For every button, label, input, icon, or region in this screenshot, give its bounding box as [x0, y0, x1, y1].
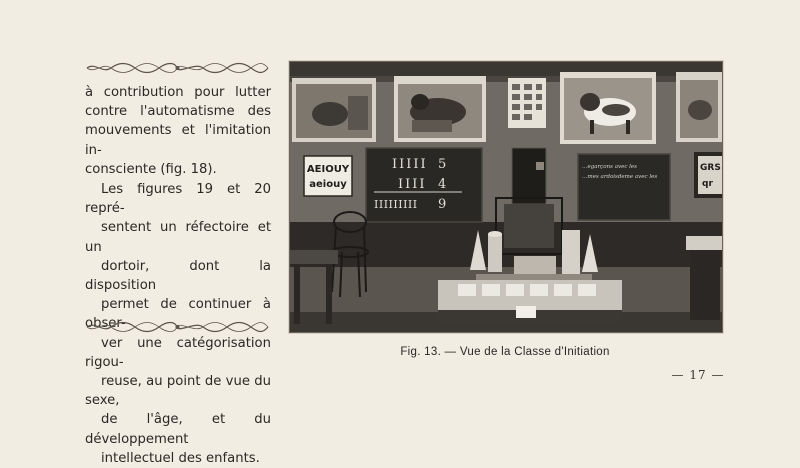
count-strokes-1: IIIII — [392, 157, 428, 172]
chalk-line-2: …mes ardoisdeme avec les — [582, 174, 658, 180]
text-line: intellectuel des enfants. — [101, 450, 260, 466]
text-line: permet de continuer à obser- — [85, 297, 271, 332]
wall-poster-right — [676, 72, 722, 142]
vowels-lower: aeiouy — [309, 179, 347, 190]
ornament-divider-top — [85, 61, 270, 75]
count-strokes-3: IIIIIIIII — [374, 198, 418, 211]
text-line: dortoir, dont la disposition — [85, 258, 271, 294]
page-number: — 17 — — [671, 368, 725, 382]
text-line: mouvements et l'imitation in- — [85, 123, 271, 158]
count-value-1: 5 — [438, 157, 447, 172]
vowels-upper: AEIOUY — [306, 164, 350, 175]
text-line: à contribution pour lutter — [85, 85, 271, 100]
text-line: contre l'automatisme des — [85, 104, 271, 120]
student-desk-right — [686, 236, 722, 320]
chalk-line-1: …egarçons avec les — [582, 164, 637, 170]
chalkboard-writing — [578, 154, 670, 220]
wall-poster-animals — [292, 78, 376, 142]
text-line: consciente (fig. 18). — [85, 161, 217, 177]
count-value-2: 4 — [438, 177, 447, 192]
text-line: de l'âge, et du développement — [85, 412, 271, 447]
text-line: sentent un réfectoire et un — [85, 220, 271, 255]
text-line: Les figures 19 et 20 repré- — [85, 182, 271, 217]
figure-caption: Fig. 13. — Vue de la Classe d'Initiation — [400, 346, 610, 358]
letters-sign-right — [694, 152, 722, 198]
easel-board — [512, 148, 546, 204]
ornament-divider-bottom — [85, 320, 270, 334]
sign-right-lower: qr — [702, 179, 713, 189]
sign-right-upper: GRS — [700, 163, 721, 173]
wall-poster-saint-bernard — [560, 72, 656, 144]
vowels-sign — [304, 156, 352, 196]
paragraph-1 — [85, 83, 271, 179]
count-value-3: 9 — [438, 197, 447, 212]
body-text — [85, 83, 271, 468]
classroom-photograph — [289, 61, 723, 333]
chair-center — [496, 198, 562, 254]
wall-poster-dogs — [394, 76, 486, 142]
count-strokes-2: IIII — [398, 177, 427, 192]
chalkboard-counting — [366, 148, 482, 222]
wall-chart-small — [508, 78, 546, 128]
text-line: reuse, au point de vue du sexe, — [85, 374, 271, 409]
display-table-front — [438, 280, 622, 322]
text-line: ver une catégorisation rigou- — [85, 335, 271, 370]
